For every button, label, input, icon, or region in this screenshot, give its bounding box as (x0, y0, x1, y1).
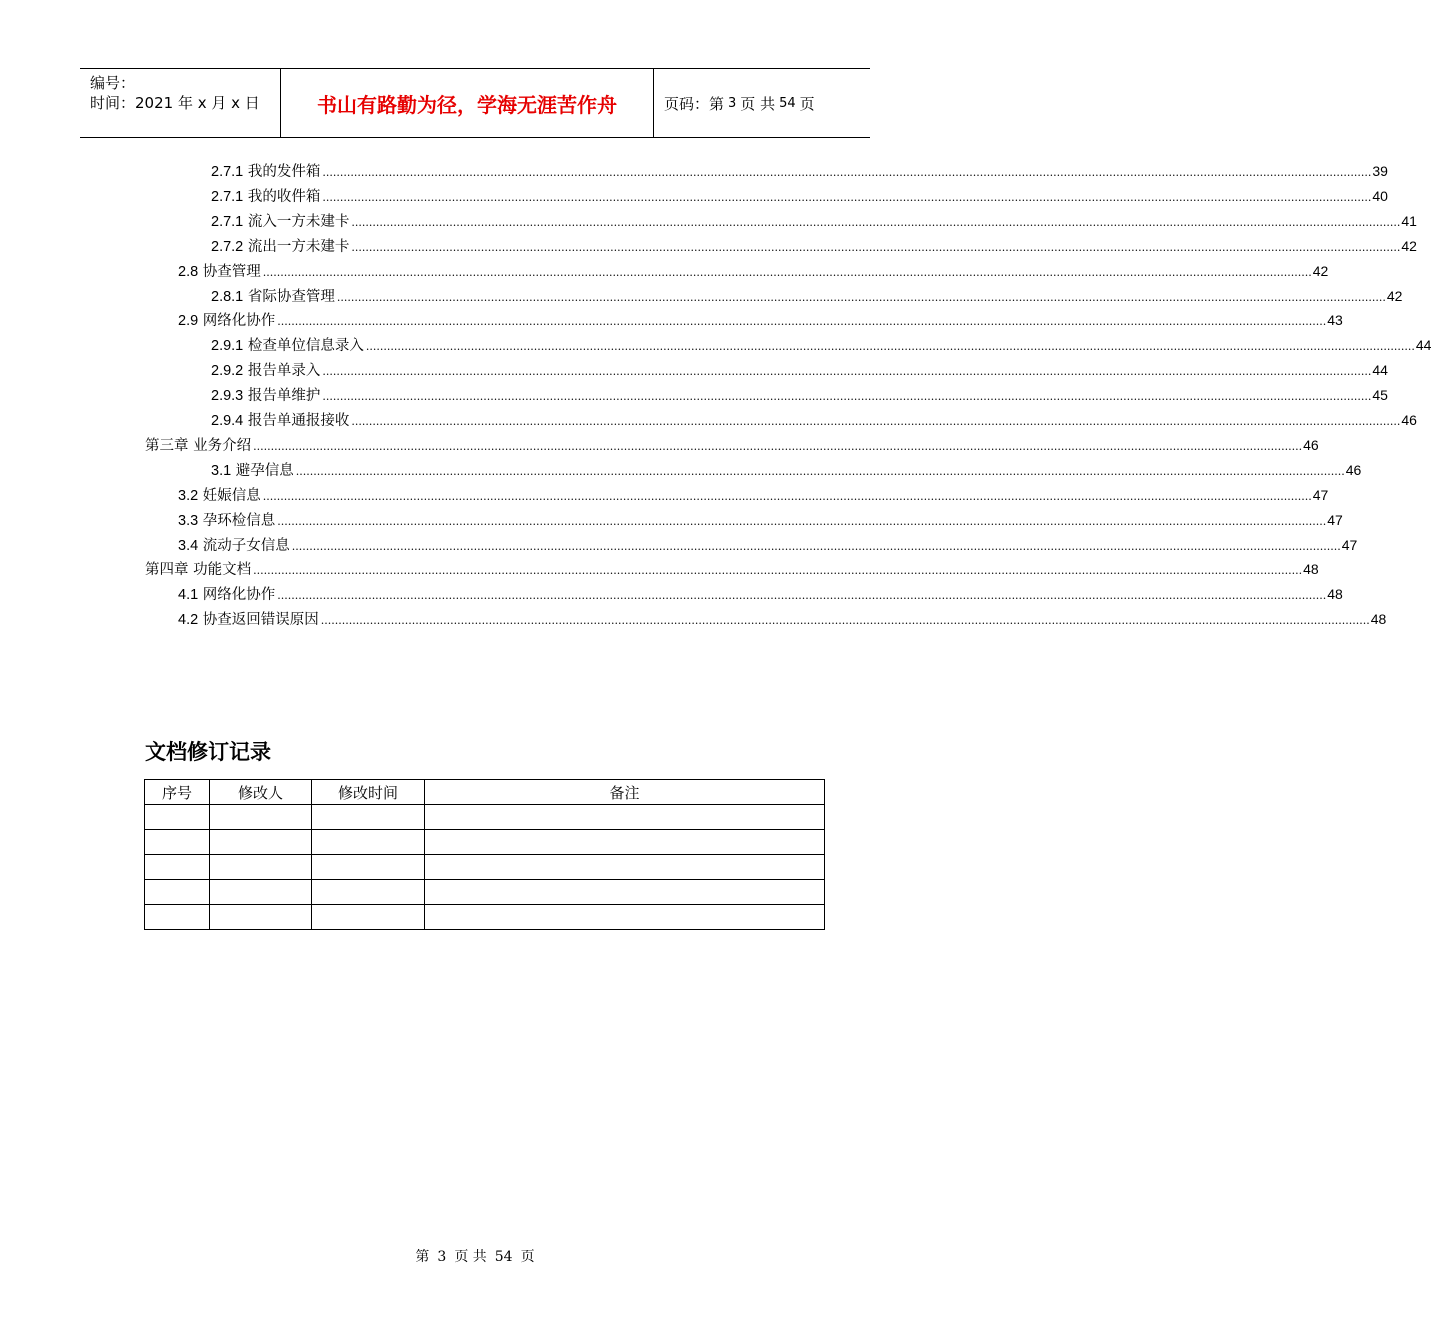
page-mid: 页 共 (740, 94, 776, 113)
toc-entry-text: 妊娠信息 (202, 487, 261, 504)
toc-entry-page: 40 (1372, 187, 1388, 204)
toc-entry-number: 2.9.2 (211, 363, 244, 380)
cell-index (145, 905, 210, 930)
toc-entry-text: 网络化协作 (202, 313, 276, 330)
revision-table (144, 779, 825, 930)
cell-notes (425, 855, 825, 880)
toc-entry[interactable] (211, 359, 1388, 381)
footer-prefix: 第 (415, 1249, 430, 1265)
toc-entry[interactable] (178, 583, 1343, 605)
cell-editor (210, 880, 312, 905)
toc-entry-text: 流动子女信息 (202, 537, 290, 554)
table-row (145, 855, 825, 880)
toc-entry[interactable] (211, 160, 1388, 182)
toc-entry-text: 网络化协作 (202, 587, 276, 604)
toc-entry[interactable] (211, 409, 1417, 431)
toc-entry[interactable] (211, 210, 1417, 232)
toc-entry-page: 42 (1386, 287, 1403, 304)
toc-entry-title (211, 360, 322, 382)
page-suffix: 页 (799, 94, 815, 113)
toc-entry-title (211, 460, 296, 482)
toc-leader-dots: ............................................................................................................................................................................................................................................................................................................ (351, 240, 1401, 254)
toc-entry-title (178, 310, 277, 332)
toc-entry-text: 第三章 业务介绍 (145, 437, 252, 454)
toc-entry[interactable] (178, 484, 1329, 506)
toc-entry-number: 2.7.2 (211, 238, 244, 255)
toc-leader-dots: ............................................................................................................................................................................................................................................................................................................ (320, 614, 1370, 628)
toc-entry-number: 4.1 (178, 587, 199, 604)
document-number-label: 编号： (90, 74, 136, 92)
toc-entry-page: 47 (1327, 511, 1343, 528)
page-header (80, 68, 870, 138)
toc-leader-dots: ............................................................................................................................................................................................................................................................................................................ (262, 265, 1312, 279)
toc-entry-number: 2.8.1 (211, 288, 244, 305)
cell-notes (425, 880, 825, 905)
toc-entry-title (211, 385, 322, 407)
cell-editor (210, 805, 312, 830)
toc-leader-dots: ............................................................................................................................................................................................................................................................................................................ (322, 190, 1372, 204)
toc-entry[interactable] (178, 509, 1343, 531)
toc-entry-number: 2.9 (178, 313, 199, 330)
toc-entry-title (211, 161, 322, 183)
cell-time (312, 830, 425, 855)
cell-editor (210, 905, 312, 930)
cell-editor (210, 830, 312, 855)
toc-entry-page: 43 (1327, 312, 1343, 329)
toc-entry-page: 46 (1345, 461, 1362, 478)
header-page-info (654, 69, 870, 137)
toc-entry-number: 3.1 (211, 462, 232, 479)
toc-entry-page: 47 (1341, 536, 1358, 553)
toc-entry-title (211, 335, 366, 357)
cell-time (312, 805, 425, 830)
toc-entry-number: 2.7.1 (211, 164, 244, 180)
toc-entry-text: 协查返回错误原因 (202, 612, 319, 629)
toc-entry-number: 3.2 (178, 487, 199, 504)
cell-notes (425, 830, 825, 855)
toc-entry-page: 48 (1303, 561, 1319, 578)
revision-header-row (145, 780, 825, 805)
footer-suffix: 页 (520, 1249, 535, 1265)
toc-entry-title (211, 236, 351, 258)
toc-leader-dots: ............................................................................................................................................................................................................................................................................................................ (262, 489, 1312, 503)
cell-notes (425, 805, 825, 830)
toc-entry-number: 2.9.4 (211, 413, 244, 429)
toc-leader-dots: ............................................................................................................................................................................................................................................................................................................ (253, 439, 1303, 453)
toc-entry-text: 我的收件箱 (247, 188, 321, 205)
cell-time (312, 855, 425, 880)
page-footer (0, 1246, 950, 1266)
toc-entry-title (211, 186, 322, 208)
toc-entry-text: 检查单位信息录入 (247, 338, 364, 355)
toc-leader-dots: ............................................................................................................................................................................................................................................................................................................ (253, 564, 1303, 578)
toc-leader-dots: ............................................................................................................................................................................................................................................................................................................ (365, 340, 1415, 354)
toc-entry-page: 41 (1401, 212, 1417, 229)
cell-editor (210, 855, 312, 880)
toc-entry-page: 46 (1401, 412, 1417, 428)
toc-entry-text: 省际协查管理 (247, 288, 335, 305)
toc-entry[interactable] (211, 235, 1417, 257)
header-motto: 书山有路勤为径，学海无涯苦作舟 (281, 69, 654, 137)
toc-entry-number: 2.9.3 (211, 388, 244, 405)
toc-leader-dots: ............................................................................................................................................................................................................................................................................................................ (322, 166, 1372, 179)
header-meta (80, 69, 281, 137)
toc-entry-number: 2.7.1 (211, 213, 244, 230)
page-prefix: 页码：第 (664, 94, 725, 113)
cell-index (145, 880, 210, 905)
toc-entry[interactable] (211, 384, 1388, 406)
toc-entry-page: 47 (1312, 486, 1329, 503)
cell-time (312, 880, 425, 905)
table-row (145, 905, 825, 930)
toc-entry[interactable] (145, 434, 1319, 456)
toc-leader-dots: ............................................................................................................................................................................................................................................................................................................ (277, 514, 1327, 528)
column-header-editor: 修改人 (210, 780, 312, 805)
toc-entry-title (178, 535, 292, 557)
toc-entry-text: 报告单维护 (247, 388, 321, 405)
page-current: 3 (728, 95, 737, 111)
toc-entry-title (211, 286, 337, 308)
footer-mid: 页 共 (454, 1249, 487, 1265)
column-header-notes: 备注 (425, 780, 825, 805)
column-header-time: 修改时间 (312, 780, 425, 805)
toc-leader-dots: ............................................................................................................................................................................................................................................................................................................ (277, 589, 1327, 603)
cell-index (145, 855, 210, 880)
toc-entry-page: 46 (1303, 436, 1319, 453)
table-row (145, 830, 825, 855)
toc-leader-dots: ............................................................................................................................................................................................................................................................................................................ (322, 390, 1372, 404)
toc-entry-title (178, 609, 321, 631)
cell-index (145, 805, 210, 830)
footer-total: 54 (494, 1249, 513, 1265)
toc-entry-title (211, 410, 351, 432)
table-row (145, 880, 825, 905)
page-total: 54 (779, 95, 796, 111)
toc-entry-text: 第四章 功能文档 (145, 562, 252, 579)
toc-entry-text: 协查管理 (202, 263, 261, 280)
toc-entry-page: 42 (1312, 262, 1329, 279)
toc-entry-number: 2.8 (178, 263, 199, 280)
toc-entry[interactable] (178, 260, 1329, 282)
toc-entry-title (211, 211, 351, 233)
toc-entry-number: 4.2 (178, 612, 199, 629)
toc-entry-text: 报告单通报接收 (247, 413, 350, 429)
toc-entry[interactable] (211, 459, 1362, 481)
toc-entry-title (178, 510, 277, 532)
toc-entry[interactable] (211, 334, 1431, 356)
toc-entry-page: 44 (1415, 337, 1431, 354)
toc-entry-page: 39 (1372, 163, 1388, 179)
toc-entry-text: 避孕信息 (235, 462, 294, 479)
toc-entry-title (178, 261, 263, 283)
table-row (145, 805, 825, 830)
toc-entry-text: 流入一方未建卡 (247, 213, 350, 230)
revision-title: 文档修订记录 (145, 740, 271, 764)
cell-notes (425, 905, 825, 930)
toc-entry-text: 我的发件箱 (247, 164, 321, 180)
toc-entry-page: 45 (1372, 387, 1388, 404)
toc-entry[interactable] (178, 309, 1343, 331)
toc-entry-number: 2.7.1 (211, 188, 244, 205)
cell-index (145, 830, 210, 855)
toc-entry-title (145, 435, 253, 457)
toc-entry-text: 孕环检信息 (202, 512, 276, 529)
toc-leader-dots: ............................................................................................................................................................................................................................................................................................................ (336, 290, 1386, 304)
footer-current: 3 (437, 1249, 447, 1265)
cell-time (312, 905, 425, 930)
toc-entry[interactable] (211, 185, 1388, 207)
toc-entry-text: 报告单录入 (247, 363, 321, 380)
toc-entry-title (145, 559, 253, 581)
toc-entry-page: 48 (1370, 611, 1387, 628)
toc-leader-dots: ............................................................................................................................................................................................................................................................................................................ (295, 464, 1345, 478)
toc-leader-dots: ............................................................................................................................................................................................................................................................................................................ (291, 539, 1341, 553)
toc-entry[interactable] (145, 558, 1319, 580)
toc-entry-page: 42 (1401, 237, 1417, 254)
toc-entry-title (178, 584, 277, 606)
toc-leader-dots: ............................................................................................................................................................................................................................................................................................................ (322, 365, 1372, 379)
column-header-index: 序号 (145, 780, 210, 805)
toc-entry-page: 48 (1327, 586, 1343, 603)
toc-entry-text: 流出一方未建卡 (247, 238, 350, 255)
toc-entry-number: 3.4 (178, 537, 199, 554)
toc-entry-number: 2.9.1 (211, 338, 244, 355)
toc-entry-title (178, 485, 263, 507)
toc-entry[interactable] (178, 534, 1358, 556)
toc-leader-dots: ............................................................................................................................................................................................................................................................................................................ (277, 315, 1327, 329)
toc-entry[interactable] (178, 608, 1387, 630)
toc-entry-page: 44 (1372, 362, 1388, 379)
toc-entry[interactable] (211, 285, 1403, 307)
toc-leader-dots: ............................................................................................................................................................................................................................................................................................................ (351, 215, 1401, 229)
toc-entry-number: 3.3 (178, 512, 199, 529)
document-date: 时间：2021 年 x 月 x 日 (90, 94, 260, 112)
toc-leader-dots: ............................................................................................................................................................................................................................................................................................................ (351, 415, 1401, 428)
